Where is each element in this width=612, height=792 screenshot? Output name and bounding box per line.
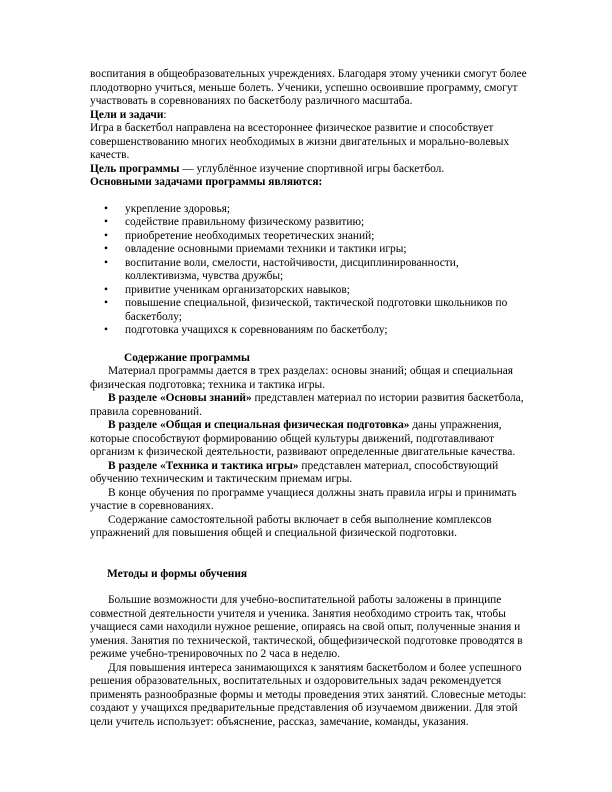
section-technique-label: В разделе «Техника и тактика игры» [108, 459, 299, 472]
section-physical-text: даны упражнения, которые способствуют формированию общей культуры движений, подготавливают организм к физической деятельности, развивают определенные двигательные качества. [90, 419, 516, 458]
content-paragraph-5: В конце обучения по программе учащиеся должны знать правила игры и принимать участие в соревнованиях. [90, 486, 517, 512]
program-goal-line [90, 163, 530, 177]
methods-section-title: Методы и формы обучения [107, 567, 248, 580]
list-item: • укрепление здоровья; [90, 203, 530, 217]
goals-heading-line [90, 109, 530, 123]
tasks-heading [90, 176, 530, 190]
goals-heading-colon: : [163, 108, 167, 121]
list-item: • приобретение необходимых теоретических знаний; [90, 230, 530, 244]
methods-paragraph-2: Для повышения интереса занимающихся к занятиям баскетболом и более успешного решения образовательных, воспитательных и оздоровительных задач рекомендуется применять разнообразные формы и методы проведения этих занятий. Словесные методы: создают у учащихся предварительные представления об изучаемом движении. Для этой цели учитель использует: объяснение, рассказ, замечание, команды, указания. [90, 661, 527, 728]
program-goal-label: Цель программы [90, 162, 180, 175]
tasks-heading-text: Основными задачами программы являются: [90, 176, 323, 188]
document-body [90, 68, 530, 729]
list-item: • овладение основными приемами техники и тактики игры; [90, 243, 530, 257]
list-item: • привитие ученикам организаторских навыков; [90, 284, 530, 298]
content-paragraph-4 [90, 460, 530, 487]
intro-paragraph: воспитания в общеобразовательных учреждениях. Благодаря этому ученики смогут более плодотворно учиться, меньше болеть. Ученики, успешно освоившие программу, смогут участвовать в соревнованиях по баскетболу различного масштаба. [90, 68, 527, 107]
methods-paragraph-1: Большие возможности для учебно-воспитательной работы заложены в принципе совместной деятельности учителя и ученика. Занятия необходимо строить так, чтобы учащиеся сами находили нужное решение, опираясь на свой опыт, полученные знания и умения. Занятия по технической, тактической, общефизической подготовке проводятся в режиме учебно-тренировочных по 2 часа в неделю. [90, 594, 523, 660]
goals-paragraph: Игра в баскетбол направлена на всестороннее физическое развитие и способствует совершенствованию многих необходимых в жизни двигательных и морально-волевых качеств. [90, 122, 510, 161]
list-item: • содействие правильному физическому развитию; [90, 216, 530, 230]
content-paragraph-1: Материал программы дается в трех разделах: основы знаний; общая и специальная физическая подготовка; техника и тактика игры. [90, 365, 514, 391]
section-knowledge-label: В разделе «Основы знаний» [108, 392, 252, 404]
content-paragraph-2 [90, 392, 530, 419]
content-paragraph-6: Содержание самостоятельной работы включает в себя выполнение комплексов упражнений для повышения общей и специальной физической подготовки. [90, 513, 492, 539]
section-technique-text: представлен материал, способствующий обучению техническим и тактическим приемам игры. [90, 459, 499, 485]
list-item: • воспитание воли, смелости, настойчивости, дисциплинированности, коллективизма, чувства дружбы; [90, 257, 530, 284]
tasks-list [90, 203, 530, 338]
list-item: • повышение специальной, физической, тактической подготовки школьников по баскетболу; [90, 297, 530, 324]
content-section-title: Содержание программы [124, 351, 250, 364]
section-physical-label: В разделе «Общая и специальная физическая подготовка» [108, 419, 410, 431]
content-paragraph-3 [90, 419, 530, 460]
program-goal-text: — углублённое изучение спортивной игры баскетбол. [179, 162, 445, 175]
goals-heading: Цели и задачи [90, 108, 164, 121]
list-item: • подготовка учащихся к соревнованиям по баскетболу; [90, 324, 530, 338]
section-knowledge-text: представлен материал по истории развития баскетбола, правила соревнований. [90, 392, 524, 418]
